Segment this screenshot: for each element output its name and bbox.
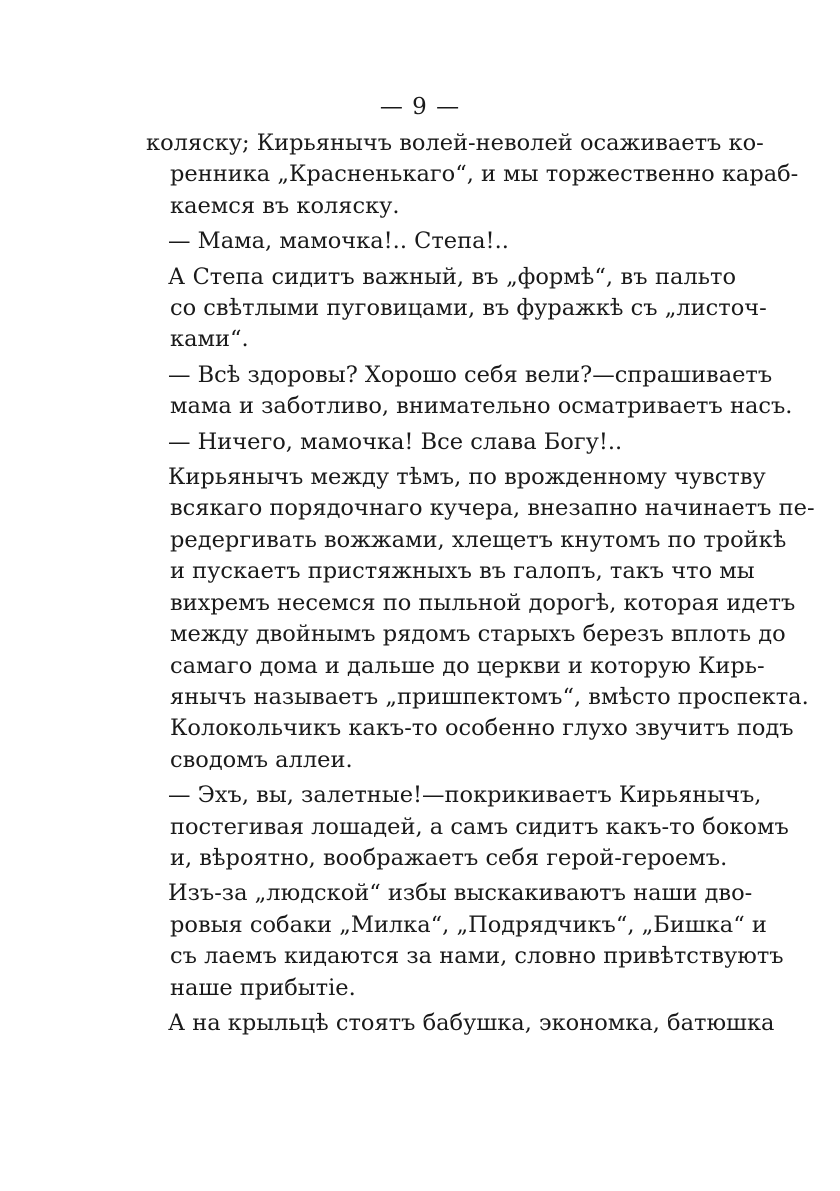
text-line: со свѣтлыми пуговицами, въ фуражкѣ съ „листоч- [170,295,767,322]
text-line: — Эхъ, вы, залетные!—покрикиваетъ Кирьянычъ, [168,782,762,809]
text-line: Кирьянычъ между тѣмъ, по врожденному чувству [168,464,766,491]
page-number: — 9 — [379,94,461,120]
paragraph [146,262,767,356]
paragraph [146,780,789,874]
text-line: — Мама, мамочка!.. Степа!.. [168,228,509,255]
text-line: сводомъ аллеи. [170,746,353,773]
paragraph [146,226,736,257]
paragraph [146,427,736,458]
paragraph [146,360,793,423]
text-line: А Степа сидитъ важный, въ „формѣ“, въ пальто [168,263,736,290]
text-line: мама и заботливо, внимательно осматриваетъ насъ. [170,393,793,420]
text-line: наше прибытіе. [170,974,356,1001]
text-line: янычъ называетъ „пришпектомъ“, вмѣсто проспекта. [170,683,809,710]
paragraph [146,1008,775,1039]
text-line: — Всѣ здоровы? Хорошо себя вели?—спрашиваетъ [168,361,773,388]
text-line: и, вѣроятно, воображаетъ себя герой-героемъ. [170,844,728,871]
paragraph [146,462,815,776]
text-line: и пускаетъ пристяжныхъ въ галопъ, такъ что мы [170,558,755,585]
text-line: съ лаемъ кидаются за нами, словно привѣтствуютъ [170,943,784,970]
text-line: ровыя собаки „Милка“, „Подрядчикъ“, „Бишка“ и [170,911,767,938]
text-line: редергивать вожжами, хлещетъ кнутомъ по тройкѣ [170,526,787,553]
text-line: ками“. [170,326,249,353]
text-line: ренника „Красненькаго“, и мы торжественно караб- [170,161,799,188]
paragraph [146,128,799,222]
text-line: Колокольчикъ какъ-то особенно глухо звучитъ подъ [170,715,794,742]
text-line: каемся въ коляску. [170,192,400,219]
text-line: — Ничего, мамочка! Все слава Богу!.. [168,428,623,455]
text-line: Изъ-за „людской“ избы выскакиваютъ наши дво- [168,880,753,907]
text-line: самаго дома и дальше до церкви и которую Кирь- [170,652,765,679]
text-line: А на крыльцѣ стоятъ бабушка, экономка, батюшка [168,1009,775,1036]
text-line: между двойнымъ рядомъ старыхъ березъ вплоть до [170,621,786,648]
text-line: коляску; Кирьянычъ волей-неволей осаживаетъ ко- [146,130,764,156]
paragraph [146,878,784,1004]
text-line: постегивая лошадей, а самъ сидитъ какъ-то бокомъ [170,813,789,840]
text-line: вихремъ несемся по пыльной дорогѣ, которая идетъ [170,589,796,616]
body-text [146,128,815,1043]
text-line: всякаго порядочнаго кучера, внезапно начинаетъ пе- [170,495,815,522]
